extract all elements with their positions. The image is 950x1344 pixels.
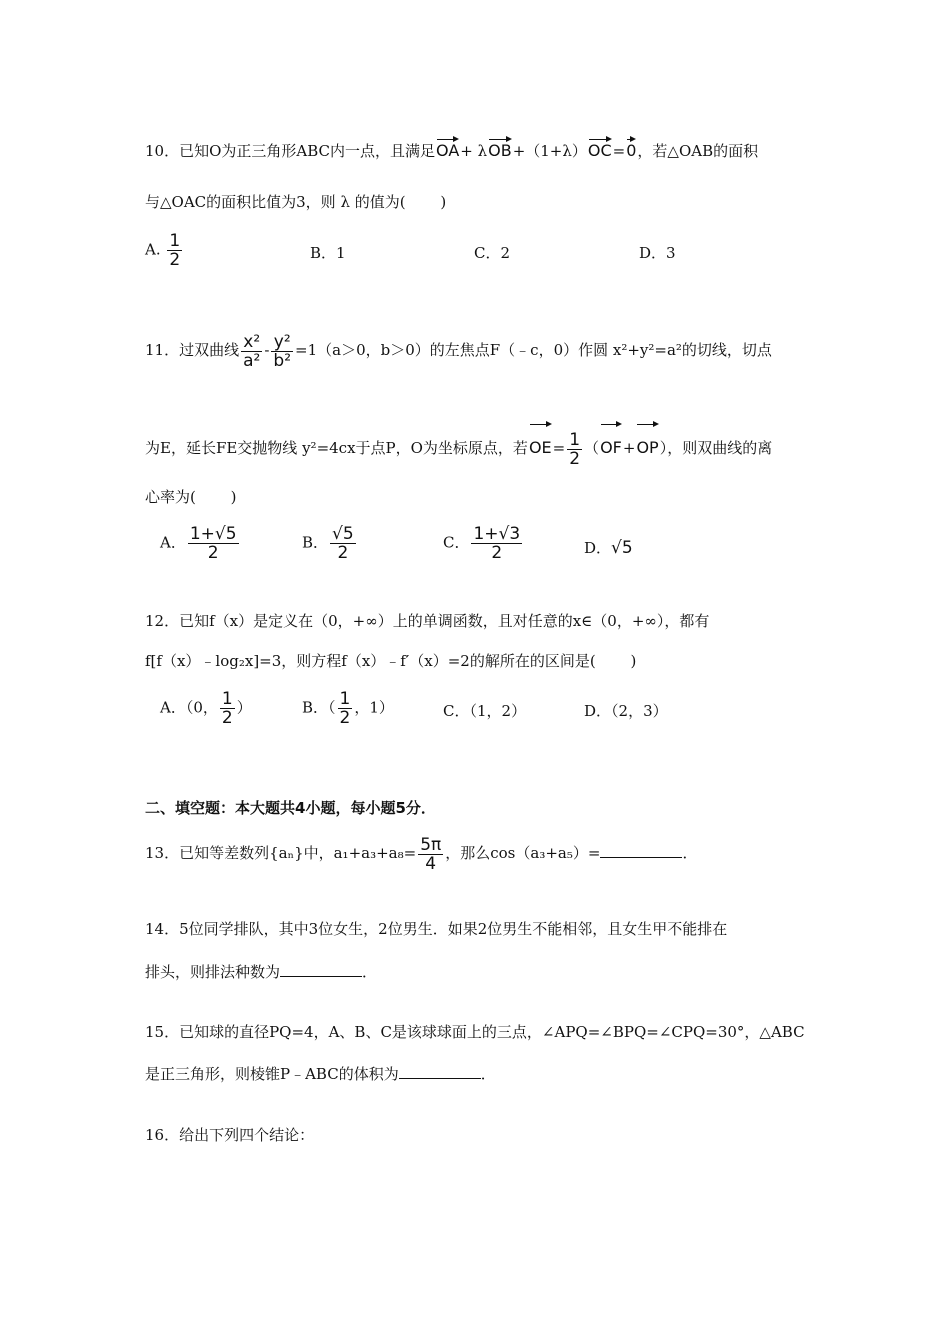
denominator: 2 — [339, 708, 351, 728]
denominator: 2 — [188, 543, 239, 562]
denominator: 2 — [330, 543, 356, 562]
q11-option-a — [160, 525, 241, 562]
option-label: C． — [443, 533, 470, 552]
q12-line1: 12．已知f（x）是定义在（0，+∞）上的单调函数，且对任意的x∈（0，+∞），都有 — [145, 612, 710, 630]
fraction — [167, 232, 182, 269]
q10-option-a — [145, 232, 184, 269]
fraction — [471, 525, 522, 562]
q12-option-a — [160, 690, 252, 727]
numerator: √5 — [332, 524, 354, 544]
q10-suffix: ，若△OAB的面积 — [637, 142, 759, 160]
option-label: B． — [302, 533, 329, 552]
minus-sign: - — [264, 341, 270, 359]
numerator: 1 — [569, 429, 581, 450]
numerator: 1+√5 — [189, 524, 237, 544]
denominator: 2 — [471, 543, 522, 562]
option-label: B．（ — [302, 698, 336, 717]
q14-line1: 14．5位同学排队，其中3位女生，2位男生．如果2位男生不能相邻，且女生甲不能排在 — [145, 920, 728, 938]
q11-option-c — [443, 525, 524, 562]
option-label: A． — [160, 533, 186, 552]
denominator: 4 — [418, 854, 443, 873]
numerator: y² — [273, 331, 291, 352]
q15-line2-text: 是正三角形，则棱锥P﹣ABC的体积为 — [145, 1065, 399, 1083]
vector-ob: OB — [488, 141, 512, 160]
plus-lambda: + λ — [460, 142, 488, 160]
section-heading: 二、填空题：本大题共4小题，每小题5分． — [145, 799, 436, 817]
fraction-5pi-4 — [418, 836, 443, 873]
q10-option-b: B．1 — [310, 244, 346, 262]
fraction — [330, 525, 356, 562]
numerator: 1 — [169, 231, 181, 251]
denominator: b² — [273, 350, 292, 371]
vector-zero: 0 — [626, 141, 637, 160]
q11-suffix: =1（a＞0，b＞0）的左焦点F（﹣c，0）作圆 x²+y²=a²的切线，切点 — [295, 341, 772, 359]
fraction-x2-a2 — [241, 333, 262, 370]
option-label: A．（0， — [160, 698, 218, 717]
answer-blank — [600, 841, 682, 858]
numerator: 1 — [339, 689, 351, 709]
vector-of: OF — [600, 424, 622, 470]
q10-line2: 与△OAC的面积比值为3，则 λ 的值为( ) — [145, 193, 447, 211]
denominator: 2 — [169, 250, 181, 270]
period: ． — [362, 963, 378, 981]
denominator: a² — [243, 350, 261, 371]
denominator: 2 — [221, 708, 233, 728]
q11-line3: 心率为( ) — [145, 488, 237, 506]
q14-line2 — [145, 960, 377, 982]
vector-oe: OE — [529, 424, 552, 470]
q11-option-b — [302, 525, 358, 562]
q10-option-d: D．3 — [639, 244, 676, 262]
q14-line2-text: 排头，则排法种数为 — [145, 963, 281, 981]
q15-line2 — [145, 1062, 496, 1084]
q10-line1 — [145, 139, 758, 161]
option-label: D． — [584, 539, 612, 557]
equals: = — [612, 142, 626, 160]
q10-prefix: 10．已知O为正三角形ABC内一点，且满足 — [145, 142, 435, 160]
denominator: 2 — [569, 448, 581, 469]
q11-line1 — [145, 322, 772, 378]
plus-sign: + — [622, 439, 636, 457]
q12-option-d: D．（2，3） — [584, 702, 668, 720]
q11-line2: 为E，延长FE交抛物线 y²=4cx于点P，O为坐标原点，若OE= $\frac{1}{2}$ （OF+OP），则双曲线的离 — [145, 424, 772, 470]
numerator: 1 — [221, 689, 233, 709]
q10-option-c: C．2 — [474, 244, 511, 262]
vector-op: OP — [636, 424, 658, 470]
coefficient: +（1+λ） — [512, 142, 587, 160]
q11-line2-prefix: 为E，延长FE交抛物线 y²=4cx于点P，O为坐标原点，若 — [145, 439, 528, 457]
numerator: x² — [243, 331, 261, 352]
answer-blank — [280, 960, 362, 977]
vector-oa: OA — [436, 141, 460, 160]
paren-open: （ — [584, 439, 600, 457]
q16-line1: 16．给出下列四个结论： — [145, 1126, 315, 1144]
vector-oc: OC — [587, 141, 612, 160]
numerator: 5π — [420, 834, 442, 855]
answer-blank — [399, 1062, 481, 1079]
period: ． — [682, 844, 698, 862]
numerator: 1+√3 — [473, 524, 521, 544]
option-label: A. — [145, 240, 161, 259]
sqrt-value: √5 — [611, 538, 633, 558]
fraction — [338, 690, 353, 727]
q13-suffix: ，那么cos（a₃+a₅）= — [445, 844, 601, 862]
q11-line2-suffix: ），则双曲线的离 — [659, 439, 773, 457]
q12-line2: f[f（x）﹣log₂x]=3，则方程f（x）﹣f′（x）=2的解所在的区间是( ) — [145, 652, 637, 670]
period: ． — [480, 1065, 496, 1083]
q12-option-b — [302, 690, 394, 727]
q13-line — [145, 830, 697, 876]
q13-prefix: 13．已知等差数列{aₙ}中，a₁+a₃+a₈= — [145, 844, 417, 862]
q15-line1: 15．已知球的直径PQ=4，A、B、C是该球球面上的三点，∠APQ=∠BPQ=∠CPQ=30°，△ABC — [145, 1023, 805, 1041]
fraction — [188, 525, 239, 562]
fraction-y2-b2 — [271, 333, 293, 370]
option-tail: ） — [236, 698, 252, 717]
q12-option-c: C．（1，2） — [443, 702, 527, 720]
q11-prefix: 11．过双曲线 — [145, 341, 240, 359]
fraction-half — [567, 431, 582, 468]
option-tail: ，1） — [354, 698, 394, 717]
q11-option-d — [584, 537, 633, 558]
fraction — [220, 690, 235, 727]
